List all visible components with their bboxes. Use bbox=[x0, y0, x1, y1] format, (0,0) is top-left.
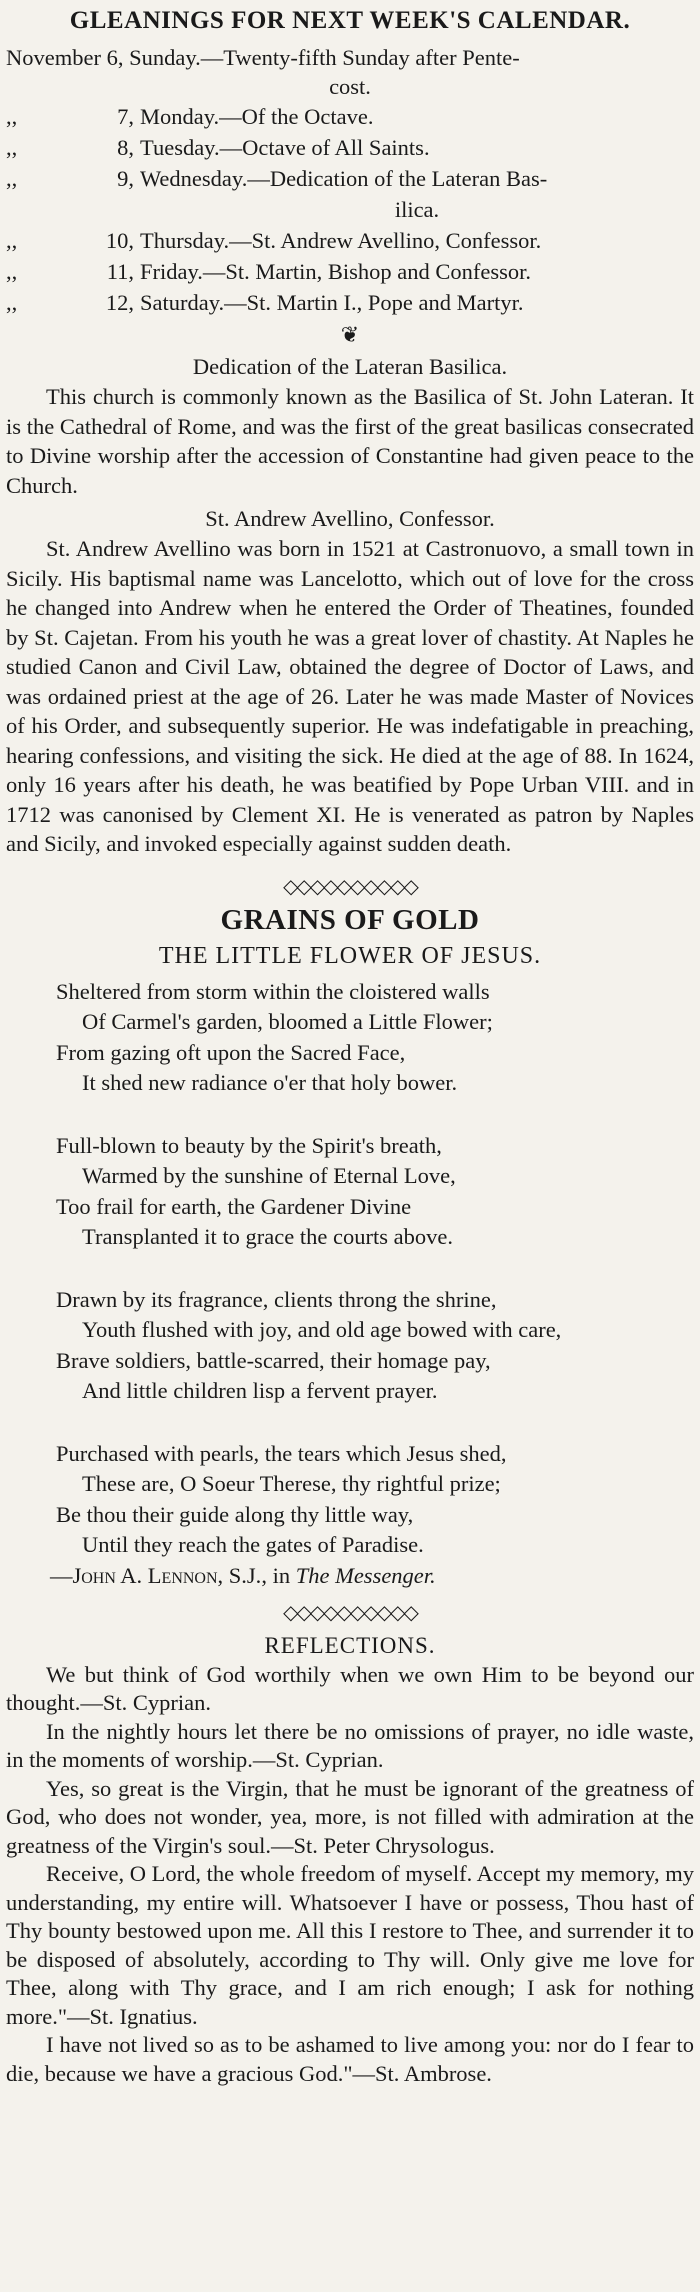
poem-line: Too frail for earth, the Gardener Divine bbox=[56, 1193, 412, 1219]
day-number: 7, bbox=[117, 104, 134, 129]
poem-title: THE LITTLE FLOWER OF JESUS. bbox=[158, 942, 542, 969]
reflection-paragraph: Yes, so great is the Virgin, that he must be ignorant of the greatness of God, who does not wonder, yea, more, is not filled with admiration at the greatness of the Virgin's soul.—St. Peter Chrysologus. bbox=[6, 1775, 694, 1858]
day-entry: Friday.—St. Martin, Bishop and Confessor. bbox=[140, 259, 532, 284]
attribution-connector: , in bbox=[261, 1562, 296, 1588]
reflection-paragraph: In the nightly hours let there be no omissions of prayer, no idle waste, in the moments of worship.—St. Cyprian. bbox=[6, 1718, 694, 1772]
calendar-title: GLEANINGS FOR NEXT WEEK'S CALENDAR. bbox=[69, 7, 631, 34]
poem-line: Of Carmel's garden, bloomed a Little Flower; bbox=[82, 1009, 493, 1034]
calendar-row bbox=[6, 132, 694, 163]
poem-line: It shed new radiance o'er that holy bower. bbox=[82, 1070, 458, 1095]
lateran-paragraph: This church is commonly known as the Basilica of St. John Lateran. It is the Cathedral of Rome, and was the first of the great basilicas consecrated to Divine worship after the accession of Constantine had given peace to the Church. bbox=[6, 384, 694, 498]
reflection-paragraph: Receive, O Lord, the whole freedom of myself. Accept my memory, my understanding, my entire will. Whatsoever I have or possess, Thou hast of Thy bounty bestowed upon me. All this I restore to Thee, and surrender it to be disposed of absolutely, according to Thy will. Only give me love for Thee, along with Thy grace, and I am rich enough; I ask for nothing more."—St. Ignatius. bbox=[6, 1861, 694, 2029]
poem-stanza bbox=[56, 977, 694, 1099]
poem-line: Sheltered from storm within the cloistered walls bbox=[56, 978, 490, 1004]
day-number bbox=[64, 194, 140, 225]
ditto-mark: ,, bbox=[6, 290, 18, 315]
reflection-paragraph: I have not lived so as to be ashamed to live among you: nor do I fear to die, because we have a gracious God."—St. Ambrose. bbox=[6, 2032, 694, 2086]
reflections-list bbox=[6, 1661, 694, 2089]
day-entry: Tuesday.—Octave of All Saints. bbox=[140, 135, 430, 160]
poem-stanza bbox=[56, 1439, 694, 1561]
poem-line: Be thou their guide along thy little way, bbox=[56, 1501, 414, 1527]
ditto-mark bbox=[6, 194, 64, 225]
attribution-author: John A. Lennon, S.J. bbox=[72, 1562, 262, 1588]
day-entry: Wednesday.—Dedication of the Lateran Bas- bbox=[140, 166, 548, 191]
day-entry: Thursday.—St. Andrew Avellino, Confessor. bbox=[140, 228, 542, 253]
calendar-first-entry: November 6, Sunday.—Twenty-fifth Sunday after Pente- bbox=[6, 45, 520, 70]
poem-attribution bbox=[6, 1561, 694, 1591]
poem-line: Brave soldiers, battle-scarred, their homage pay, bbox=[56, 1347, 491, 1373]
section-divider: ◇◇◇◇◇◇◇◇◇◇ bbox=[283, 875, 417, 898]
calendar-row bbox=[6, 225, 694, 256]
poem-line: From gazing oft upon the Sacred Face, bbox=[56, 1039, 406, 1065]
ditto-mark: ,, bbox=[6, 259, 18, 284]
poem-stanza bbox=[56, 1131, 694, 1253]
section-divider: ◇◇◇◇◇◇◇◇◇◇ bbox=[283, 1601, 417, 1624]
calendar-row bbox=[6, 101, 694, 132]
ditto-mark: ,, bbox=[6, 228, 18, 253]
day-number: 11, bbox=[106, 259, 134, 284]
poem-line: Youth flushed with joy, and old age bowed with care, bbox=[82, 1317, 562, 1342]
avellino-title: St. Andrew Avellino, Confessor. bbox=[205, 506, 495, 531]
poem-stanza bbox=[56, 1285, 694, 1407]
avellino-paragraph: St. Andrew Avellino was born in 1521 at Castronuovo, a small town in Sicily. His baptismal name was Lancelotto, which out of love for the cross he changed into Andrew when he entered the Order of Theatines, founded by St. Cajetan. From his youth he was a great lover of chastity. At Naples he studied Canon and Civil Law, obtained the degree of Doctor of Laws, and was ordained priest at the age of 26. Later he was made Master of Novices of his Order, and subsequently superior. He was indefatigable in preaching, hearing confessions, and visiting the sick. He died at the age of 88. In 1624, only 16 years after his death, he was beatified by Pope Urban VIII. and in 1712 was canonised by Clement XI. He is venerated as patron by Naples and Sicily, and invoked especially against sudden death. bbox=[6, 536, 694, 856]
grains-title: GRAINS OF GOLD bbox=[220, 903, 480, 936]
poem-line: Drawn by its fragrance, clients throng the shrine, bbox=[56, 1286, 497, 1312]
poem-line: Purchased with pearls, the tears which Jesus shed, bbox=[56, 1440, 507, 1466]
attribution-dash: — bbox=[50, 1562, 73, 1588]
attribution-source: The Messenger. bbox=[295, 1562, 436, 1588]
day-number: 12, bbox=[105, 290, 134, 315]
calendar-row bbox=[6, 287, 694, 318]
day-number: 8, bbox=[117, 135, 134, 160]
fleuron-ornament: ❦ bbox=[340, 322, 360, 347]
ditto-mark: ,, bbox=[6, 135, 18, 160]
calendar-row bbox=[6, 163, 694, 194]
poem bbox=[56, 977, 694, 1561]
ditto-mark: ,, bbox=[6, 166, 18, 191]
day-entry: ilica. bbox=[394, 197, 440, 222]
lateran-title: Dedication of the Lateran Basilica. bbox=[192, 354, 508, 379]
calendar-list bbox=[6, 101, 694, 318]
reflections-title: REFLECTIONS. bbox=[264, 1632, 436, 1658]
reflection-paragraph: We but think of God worthily when we own Him to be beyond our thought.—St. Cyprian. bbox=[6, 1661, 694, 1715]
poem-line: These are, O Soeur Therese, thy rightful prize; bbox=[82, 1471, 501, 1496]
ditto-mark: ,, bbox=[6, 104, 18, 129]
calendar-first-entry-cont: cost. bbox=[329, 74, 371, 99]
poem-line: Full-blown to beauty by the Spirit's breath, bbox=[56, 1132, 442, 1158]
day-number: 9, bbox=[117, 166, 134, 191]
poem-line: Until they reach the gates of Paradise. bbox=[82, 1532, 424, 1557]
day-entry: Saturday.—St. Martin I., Pope and Martyr. bbox=[140, 290, 524, 315]
day-number: 10, bbox=[105, 228, 134, 253]
calendar-row bbox=[6, 256, 694, 287]
poem-line: And little children lisp a fervent prayer. bbox=[82, 1378, 438, 1403]
page bbox=[0, 6, 700, 2292]
poem-line: Transplanted it to grace the courts above. bbox=[82, 1224, 453, 1249]
day-entry: Monday.—Of the Octave. bbox=[140, 104, 374, 129]
calendar-row bbox=[6, 194, 694, 225]
poem-line: Warmed by the sunshine of Eternal Love, bbox=[82, 1163, 456, 1188]
